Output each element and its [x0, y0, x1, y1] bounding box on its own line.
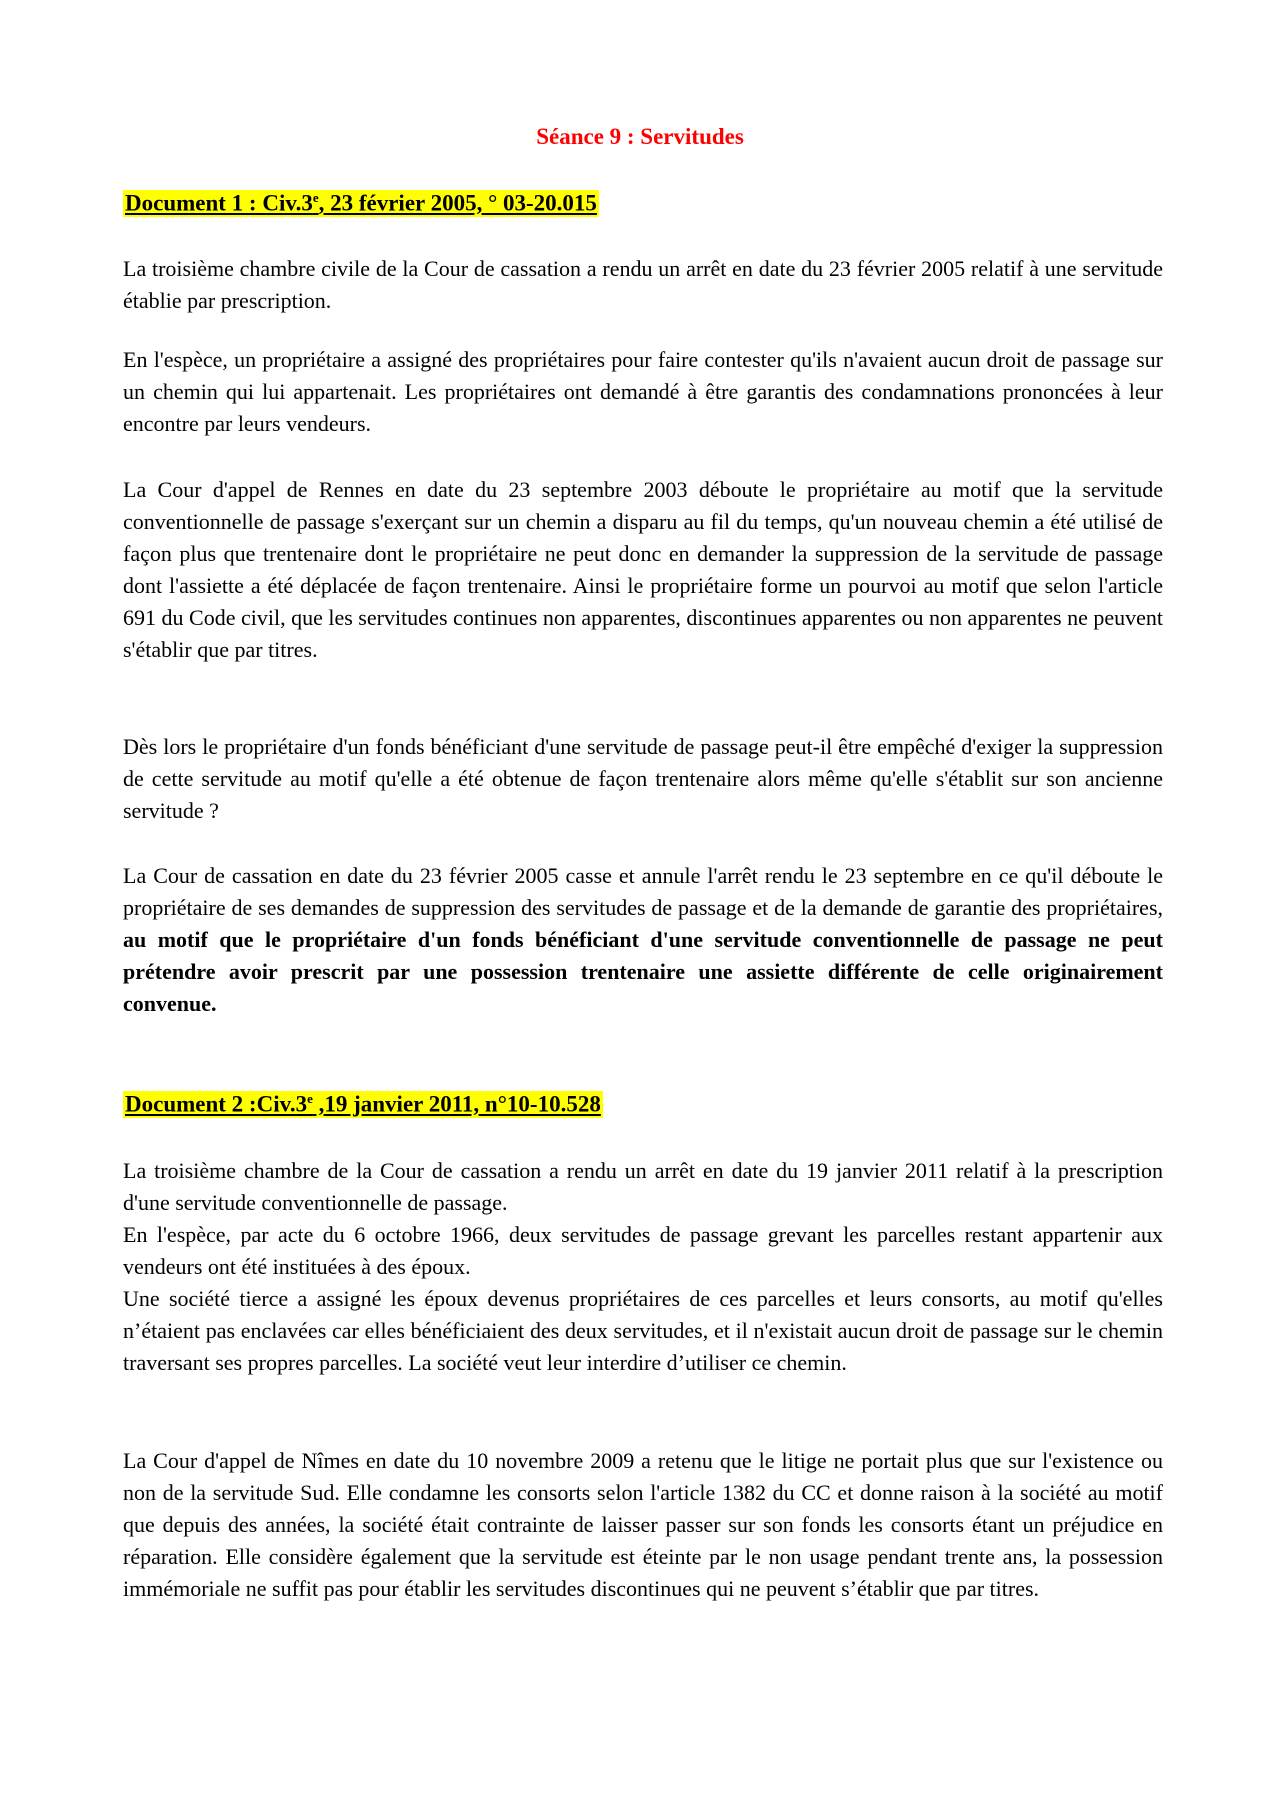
document-2-heading-prefix: Document 2 :Civ.3: [125, 1091, 308, 1117]
document-2-heading-suffix: ,19 janvier 2011, n°10-10.528: [312, 1091, 601, 1117]
document-2-claim-line: Une société tierce a assigné les époux devenus propriétaires de ces parcelles et leurs consorts, au motif qu'elles n’étaient pas enclavées car elles bénéficiaient des deux servitudes, et il n'existait aucun droit de passage sur le chemin traversant ses propres parcelles. La société veut leur interdire d’utiliser ce chemin.: [123, 1286, 1163, 1375]
document-1-paragraph-intro: La troisième chambre civile de la Cour de cassation a rendu un arrêt en date du 23 février 2005 relatif à une servitude établie par prescription.: [123, 256, 1163, 313]
document-2-paragraph-facts: [123, 1155, 1163, 1379]
document-2-heading: [123, 1091, 603, 1118]
document-1-heading: [123, 190, 599, 217]
document-1-heading-prefix: Document 1 : Civ.3: [125, 190, 313, 216]
document-1-decision-text: La Cour de cassation en date du 23 février 2005 casse et annule l'arrêt rendu le 23 septembre en ce qu'il déboute le propriétaire de ses demandes de suppression des servitudes de passage et de la demande de garantie des propriétaires,: [123, 863, 1163, 920]
document-1-heading-superscript: e: [312, 190, 319, 205]
document-1-paragraph-question: Dès lors le propriétaire d'un fonds bénéficiant d'une servitude de passage peut-il être empêché d'exiger la suppression de cette servitude au motif qu'elle a été obtenue de façon trentenaire alors même qu'elle s'établit sur son ancienne servitude ?: [123, 734, 1163, 823]
document-1-paragraph-facts: En l'espèce, un propriétaire a assigné des propriétaires pour faire contester qu'ils n'avaient aucun droit de passage sur un chemin qui lui appartenait. Les propriétaires ont demandé à être garantis des condamnations prononcées à leur encontre par leurs vendeurs.: [123, 347, 1163, 436]
document-1-paragraph-decision: [123, 860, 1163, 1020]
document-1-paragraph-appeal: La Cour d'appel de Rennes en date du 23 septembre 2003 déboute le propriétaire au motif que la servitude conventionnelle de passage s'exerçant sur un chemin a disparu au fil du temps, qu'un nouveau chemin a été utilisé de façon plus que trentenaire dont le propriétaire ne peut donc en demander la suppression de la servitude de passage dont l'assiette a été déplacée de façon trentenaire. Ainsi le propriétaire forme un pourvoi au motif que selon l'article 691 du Code civil, que les servitudes continues non apparentes, discontinues apparentes ou non apparentes ne peuvent s'établir que par titres.: [123, 477, 1163, 662]
document-2-paragraph-appeal: La Cour d'appel de Nîmes en date du 10 novembre 2009 a retenu que le litige ne portait plus que sur l'existence ou non de la servitude Sud. Elle condamne les consorts selon l'article 1382 du CC et donne raison à la société au motif que depuis des années, la société était contrainte de laisser passer sur son fonds les consorts étant un préjudice en réparation. Elle considère également que la servitude est éteinte par le non usage pendant trente ans, la possession immémoriale ne suffit pas pour établir les servitudes discontinues qui ne peuvent s’établir que par titres.: [123, 1448, 1163, 1601]
document-2-deed-line: En l'espèce, par acte du 6 octobre 1966, deux servitudes de passage grevant les parcelles restant appartenir aux vendeurs ont été instituées à des époux.: [123, 1222, 1163, 1279]
document-1-decision-holding: au motif que le propriétaire d'un fonds bénéficiant d'une servitude conventionnelle de passage ne peut prétendre avoir prescrit par une possession trentenaire une assiette différente de celle originairement convenue.: [123, 927, 1163, 1016]
document-1-heading-suffix: , 23 février 2005, ° 03-20.015: [318, 190, 597, 216]
page-title: Séance 9 : Servitudes: [536, 124, 744, 149]
document-2-heading-superscript: e: [307, 1091, 313, 1106]
document-2-intro-line: La troisième chambre de la Cour de cassation a rendu un arrêt en date du 19 janvier 2011 relatif à la prescription d'une servitude conventionnelle de passage.: [123, 1158, 1163, 1215]
